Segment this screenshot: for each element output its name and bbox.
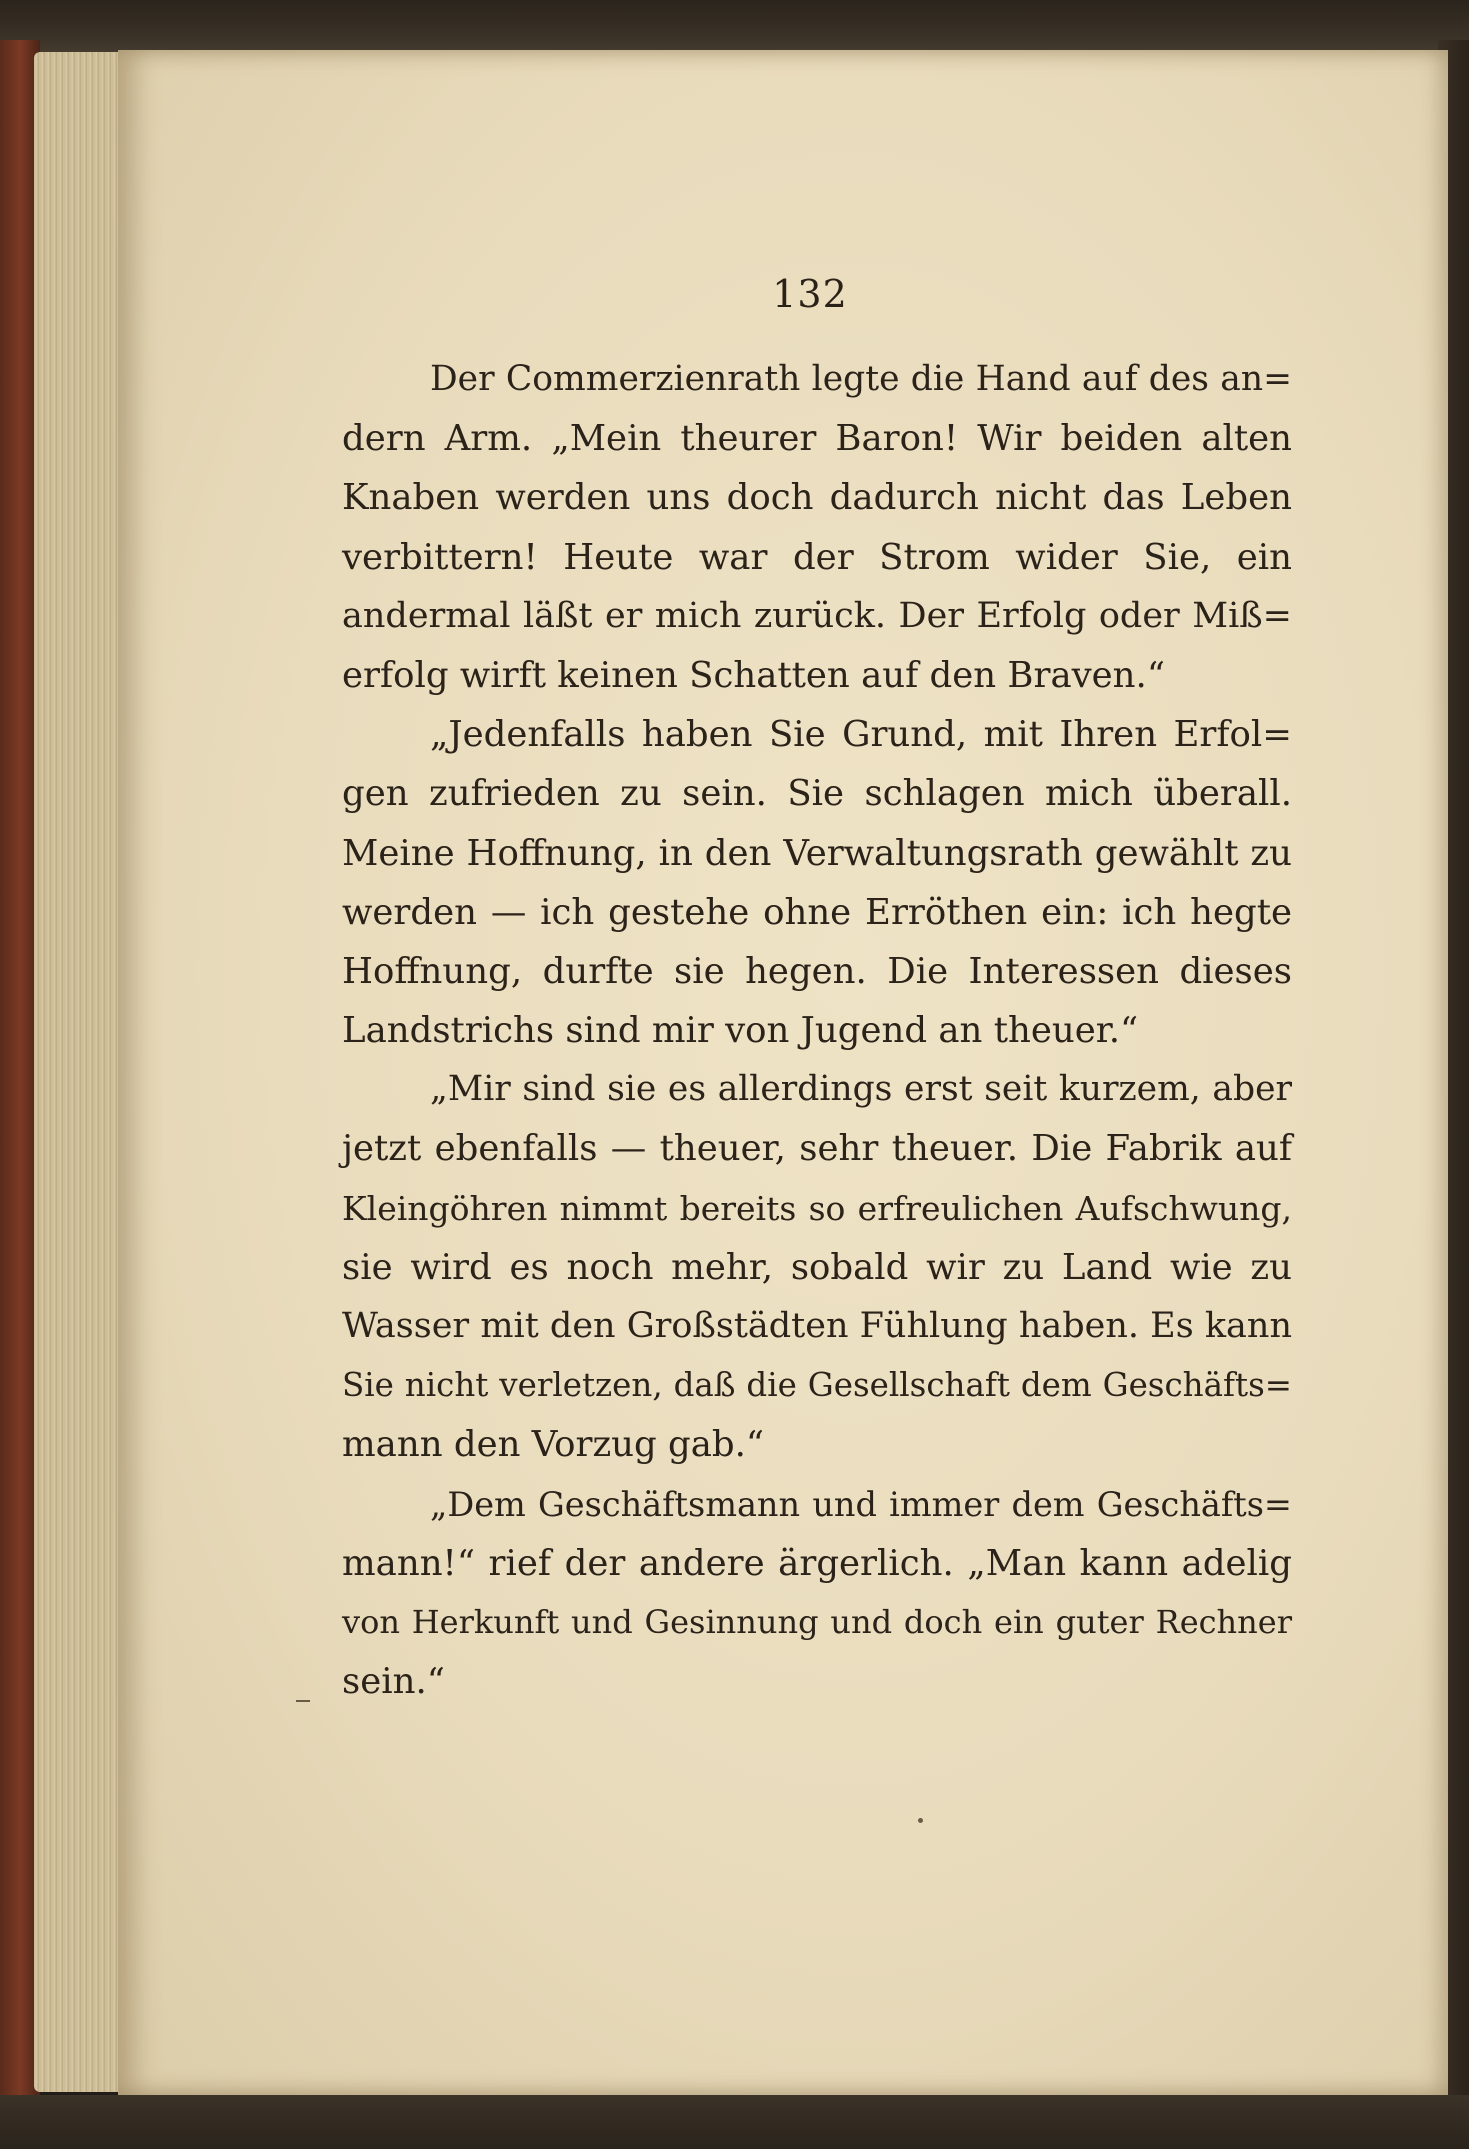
paper-speck <box>918 1818 923 1823</box>
text-line: von Herkunft und Gesinnung und doch ein guter Rechner <box>342 1602 1292 1641</box>
text-line: dern Arm. „Mein theurer Baron! Wir beiden alten <box>342 418 1292 460</box>
text-line: Sie nicht verletzen, daß die Gesellschaft dem Geschäfts= <box>342 1366 1292 1405</box>
text-line: „Mir sind sie es allerdings erst seit kurzem, aber <box>430 1069 1292 1110</box>
text-line: sein.“ <box>342 1661 445 1703</box>
text-line: Kleingöhren nimmt bereits so erfreulichen Aufschwung, <box>342 1188 1292 1228</box>
text-line: werden — ich gestehe ohne Erröthen ein: ich hegte <box>342 891 1292 933</box>
text-line: mann!“ rief der andere ärgerlich. „Man kann adelig <box>342 1542 1292 1584</box>
book-cover-bottom-edge <box>0 2095 1469 2149</box>
text-line: Wasser mit den Großstädten Fühlung haben. Es kann <box>342 1306 1292 1346</box>
text-line: Hoffnung, durfte sie hegen. Die Interessen dieses <box>342 950 1292 992</box>
text-line: sie wird es noch mehr, sobald wir zu Land wie zu <box>342 1246 1292 1288</box>
text-line: gen zufrieden zu sein. Sie schlagen mich überall. <box>342 773 1292 815</box>
page-body-text <box>342 350 1292 1711</box>
text-line: „Jedenfalls haben Sie Grund, mit Ihren Erfol= <box>430 714 1292 756</box>
text-line: jetzt ebenfalls — theuer, sehr theuer. Die Fabrik auf <box>342 1128 1292 1170</box>
text-line: „Dem Geschäftsmann und immer dem Geschäfts= <box>430 1484 1292 1524</box>
text-line: mann den Vorzug gab.“ <box>342 1424 765 1466</box>
text-line: andermal läßt er mich zurück. Der Erfolg oder Miß= <box>342 595 1292 636</box>
text-line: verbittern! Heute war der Strom wider Sie, ein <box>342 536 1292 578</box>
text-line: Meine Hoffnung, in den Verwaltungsrath gewählt zu <box>342 832 1292 874</box>
text-line: Knaben werden uns doch dadurch nicht das Leben <box>342 477 1292 519</box>
text-line: Der Commerzienrath legte die Hand auf des an= <box>430 359 1292 399</box>
margin-mark <box>296 1700 310 1702</box>
text-line: erfolg wirft keinen Schatten auf den Braven.“ <box>342 654 1165 696</box>
page-number: 132 <box>772 272 848 316</box>
text-line: Landstrichs sind mir von Jugend an theuer.“ <box>342 1010 1139 1052</box>
